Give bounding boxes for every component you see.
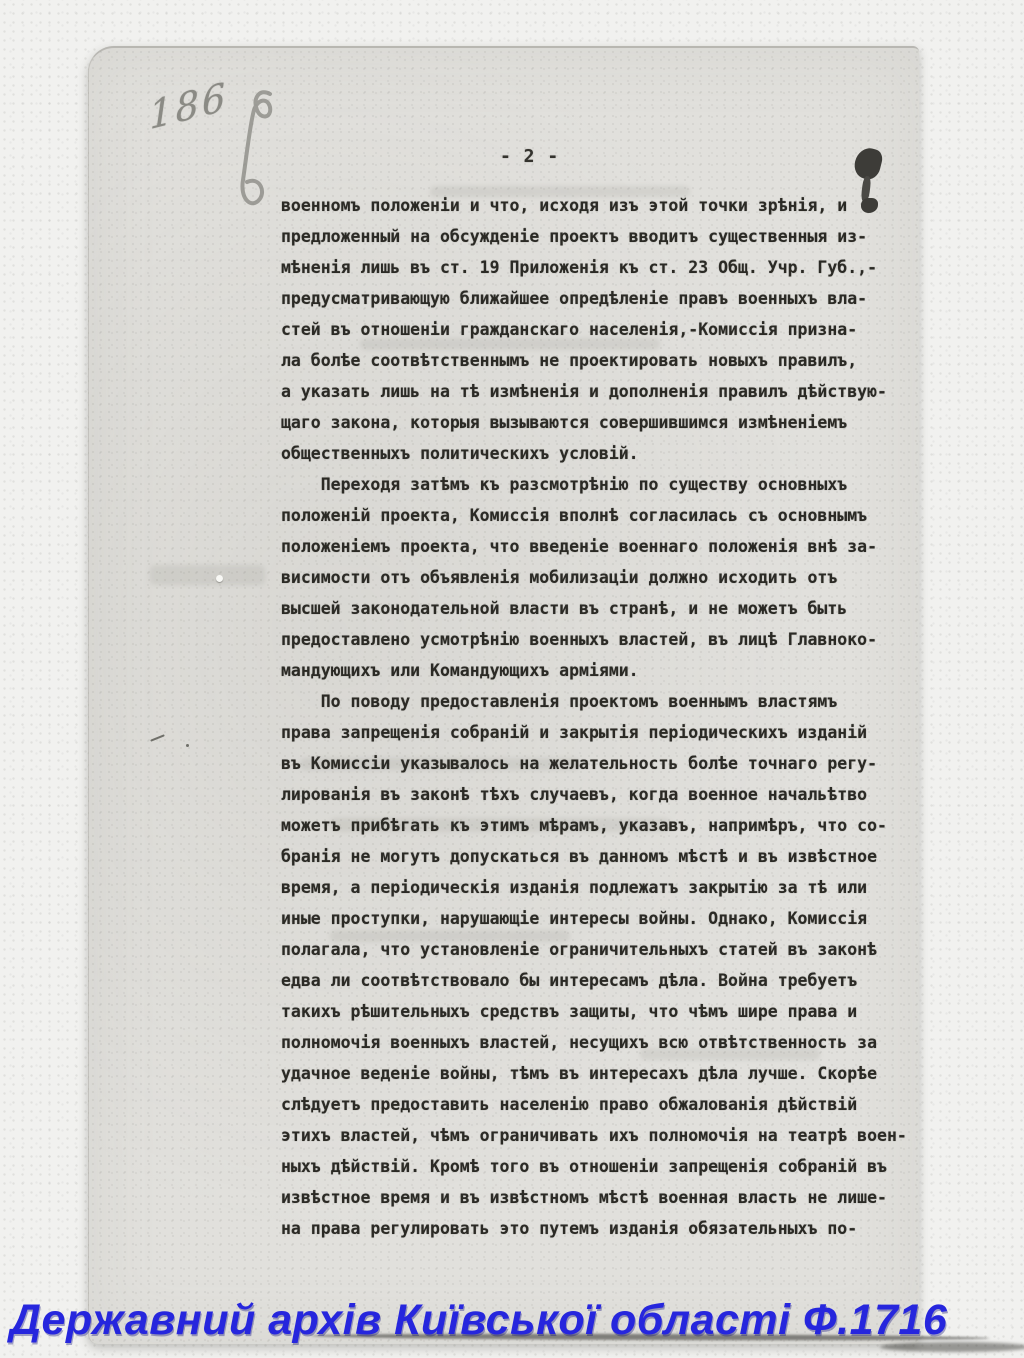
- paper-hole: [216, 575, 223, 582]
- typewritten-line: въ Комиссіи указывалось на желательность болѣе точнаго регу-: [281, 754, 878, 773]
- typewritten-line: извѣстное время и въ извѣстномъ мѣстѣ военная власть не лише-: [281, 1188, 887, 1207]
- typewritten-line: военномъ положеніи и что, исходя изъ этой точки зрѣнія, и: [281, 196, 848, 215]
- typewritten-line: положеній проекта, Комиссія вполнѣ согласилась съ основнымъ: [281, 506, 868, 525]
- typewritten-line: этихъ властей, чѣмъ ограничивать ихъ полномочія на театрѣ воен-: [281, 1126, 907, 1145]
- archive-watermark: Державний архів Київської області Ф.1716: [10, 1296, 948, 1344]
- typewritten-line: предложенный на обсужденіе проектъ вводитъ существенныя из-: [281, 227, 868, 246]
- typewritten-line: лированія въ законѣ тѣхъ случаевъ, когда военное начальѣтво: [281, 785, 868, 804]
- typewritten-line: иные проступки, нарушающіе интересы войны. Однако, Комиссія: [281, 909, 868, 928]
- typewritten-line: ла болѣе соотвѣтственнымъ не проектировать новыхъ правилъ,: [281, 351, 858, 370]
- typewritten-line: стей въ отношеніи гражданскаго населенія,-Комиссія призна-: [281, 320, 858, 339]
- typewritten-line: а указать лишь на тѣ измѣненія и дополненія правилъ дѣйствую-: [281, 382, 887, 401]
- typewritten-line: По поводу предоставленія проектомъ военнымъ властямъ: [281, 692, 838, 711]
- bleedthrough-smudge: [150, 565, 265, 585]
- typewritten-line: высшей законодательной власти въ странѣ, и не можетъ быть: [281, 599, 848, 618]
- typewritten-line: ныхъ дѣйствій. Кромѣ того въ отношеніи запрещенія собраній въ: [281, 1157, 887, 1176]
- typewritten-line: полагала, что установленіе ограничительныхъ статей въ законѣ: [281, 940, 878, 959]
- pencil-dot: [186, 744, 189, 747]
- typewritten-line: слѣдуетъ предоставить населенію право обжалованія дѣйствій: [281, 1095, 858, 1114]
- typewritten-line: положеніемъ проекта, что введеніе военнаго положенія внѣ за-: [281, 537, 878, 556]
- typewritten-line: едва ли соотвѣтствовало бы интересамъ дѣла. Война требуетъ: [281, 971, 858, 990]
- typewritten-line: мѣненія лишь въ ст. 19 Приложенія къ ст. 23 Общ. Учр. Губ.,-: [281, 258, 878, 277]
- typewritten-line: мандующихъ или Командующихъ арміями.: [281, 661, 639, 680]
- typewritten-line: предоставлено усмотрѣнію военныхъ властей, въ лицѣ Главноко-: [281, 630, 878, 649]
- handwritten-folio-number: 186: [148, 73, 230, 139]
- typewritten-line: Переходя затѣмъ къ разсмотрѣнію по существу основныхъ: [281, 475, 848, 494]
- typewritten-line: висимости отъ объявленія мобилизаціи должно исходить отъ: [281, 568, 838, 587]
- typewritten-line: общественныхъ политическихъ условій.: [281, 444, 639, 463]
- typewritten-line: полномочія военныхъ властей, несущихъ всю отвѣтственность за: [281, 1033, 878, 1052]
- typewritten-text: [281, 190, 907, 1244]
- typewritten-line: время, а періодическія изданія подлежатъ закрытію за тѣ или: [281, 878, 868, 897]
- typewritten-line: на права регулировать это путемъ изданія обязательныхъ по-: [281, 1219, 858, 1238]
- typewritten-line: предусматривающую ближайшее опредѣленіе правъ военныхъ вла-: [281, 289, 868, 308]
- typewritten-line: бранія не могутъ допускаться въ данномъ мѣстѣ и въ извѣстное: [281, 847, 878, 866]
- typewritten-line: права запрещенія собраній и закрытія періодическихъ изданій: [281, 723, 868, 742]
- page-number: - 2 -: [500, 146, 560, 167]
- typewritten-line: можетъ прибѣгать къ этимъ мѣрамъ, указавъ, напримѣръ, что со-: [281, 816, 887, 835]
- typewritten-line: такихъ рѣшительныхъ средствъ защиты, что чѣмъ шире права и: [281, 1002, 858, 1021]
- typewritten-line: щаго закона, которыя вызываются совершившимся измѣненіемъ: [281, 413, 848, 432]
- typewritten-line: удачное веденіе войны, тѣмъ въ интересахъ дѣла лучше. Скорѣе: [281, 1064, 878, 1083]
